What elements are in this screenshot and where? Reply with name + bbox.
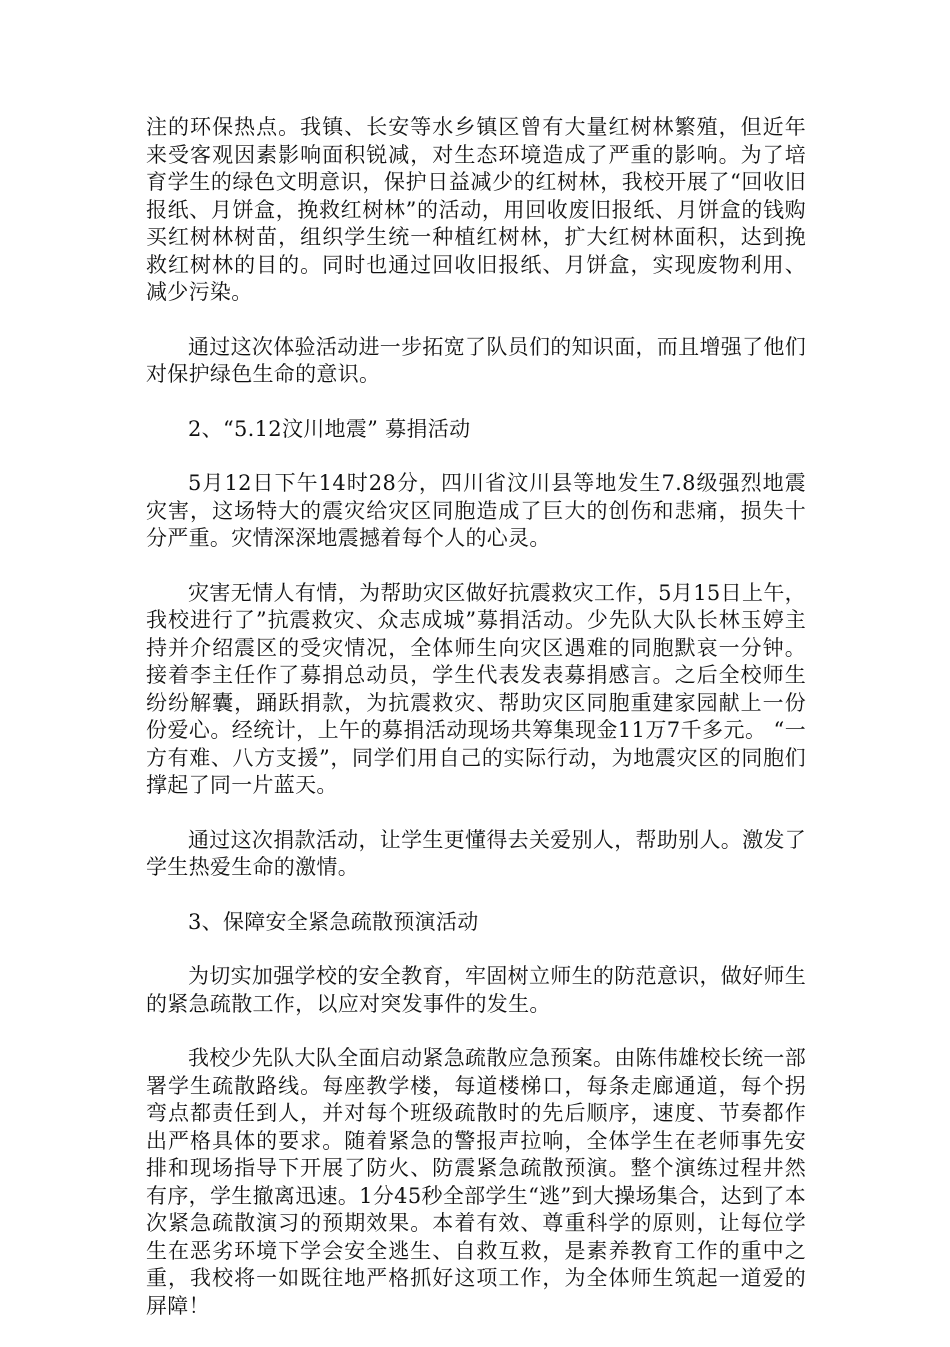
paragraph-experience-summary: 通过这次体验活动进一步拓宽了队员们的知识面，而且增强了他们对保护绿色生命的意识。 bbox=[146, 334, 806, 386]
paragraph-earthquake-background: 5月12日下午14时28分，四川省汶川县等地发生7.8级强烈地震灾害，这场特大的震灾给灾区同胞造成了巨大的创伤和悲痛，损失十分严重。灾情深深地震撼着每个人的心灵。 bbox=[146, 471, 806, 550]
document-body bbox=[146, 114, 806, 1347]
paragraph-donation-event: 灾害无情人有情，为帮助灾区做好抗震救灾工作，5月15日上午，我校进行了”抗震救灾、众志成城”募捐活动。少先队大队长林玉婷主持并介绍震区的受灾情况，全体师生向灾区遇难的同胞默哀一分钟。接着李主任作了募捐总动员，学生代表发表募捐感言。之后全校师生纷纷解囊，踊跃捐款，为抗震救灾、帮助灾区同胞重建家园献上一份份爱心。经统计，上午的募捐活动现场共筹集现金11万7千多元。 “一方有难、八方支援”，同学们用自己的实际行动，为地震灾区的同胞们撑起了同一片蓝天。 bbox=[146, 580, 806, 797]
paragraph-donation-summary: 通过这次捐款活动，让学生更懂得去关爱别人，帮助别人。激发了学生热爱生命的激情。 bbox=[146, 827, 806, 879]
paragraph-evacuation-details: 我校少先队大队全面启动紧急疏散应急预案。由陈伟雄校长统一部署学生疏散路线。每座教学楼，每道楼梯口，每条走廊通道，每个拐弯点都责任到人，并对每个班级疏散时的先后顺序，速度、节奏都作出严格具体的要求。随着紧急的警报声拉响，全体学生在老师事先安排和现场指导下开展了防火、防震紧急疏散预演。整个演练过程井然有序，学生撤离迅速。1分45秒全部学生“逃”到大操场集合，达到了本次紧急疏散演习的预期效果。本着有效、尊重科学的原则，让每位学生在恶劣环境下学会安全逃生、自救互救，是素养教育工作的重中之重，我校将一如既往地严格抓好这项工作，为全体师生筑起一道爱的屏障！ bbox=[146, 1046, 806, 1318]
paragraph-mangrove-activity: 注的环保热点。我镇、长安等水乡镇区曾有大量红树林繁殖，但近年来受客观因素影响面积锐减，对生态环境造成了严重的影响。为了培育学生的绿色文明意识，保护日益减少的红树林，我校开展了“回收旧报纸、月饼盒，挽救红树林”的活动，用回收废旧报纸、月饼盒的钱购买红树林树苗，组织学生统一种植红树林，扩大红树林面积，达到挽救红树林的目的。同时也通过回收旧报纸、月饼盒，实现废物利用、减少污染。 bbox=[146, 115, 806, 304]
section-heading-evacuation-drill: 3、保障安全紧急疏散预演活动 bbox=[188, 909, 479, 934]
paragraph-safety-education: 为切实加强学校的安全教育，牢固树立师生的防范意识，做好师生的紧急疏散工作，以应对突发事件的发生。 bbox=[146, 964, 806, 1016]
section-heading-earthquake-donation: 2、“5.12汶川地震” 募捐活动 bbox=[188, 416, 471, 441]
